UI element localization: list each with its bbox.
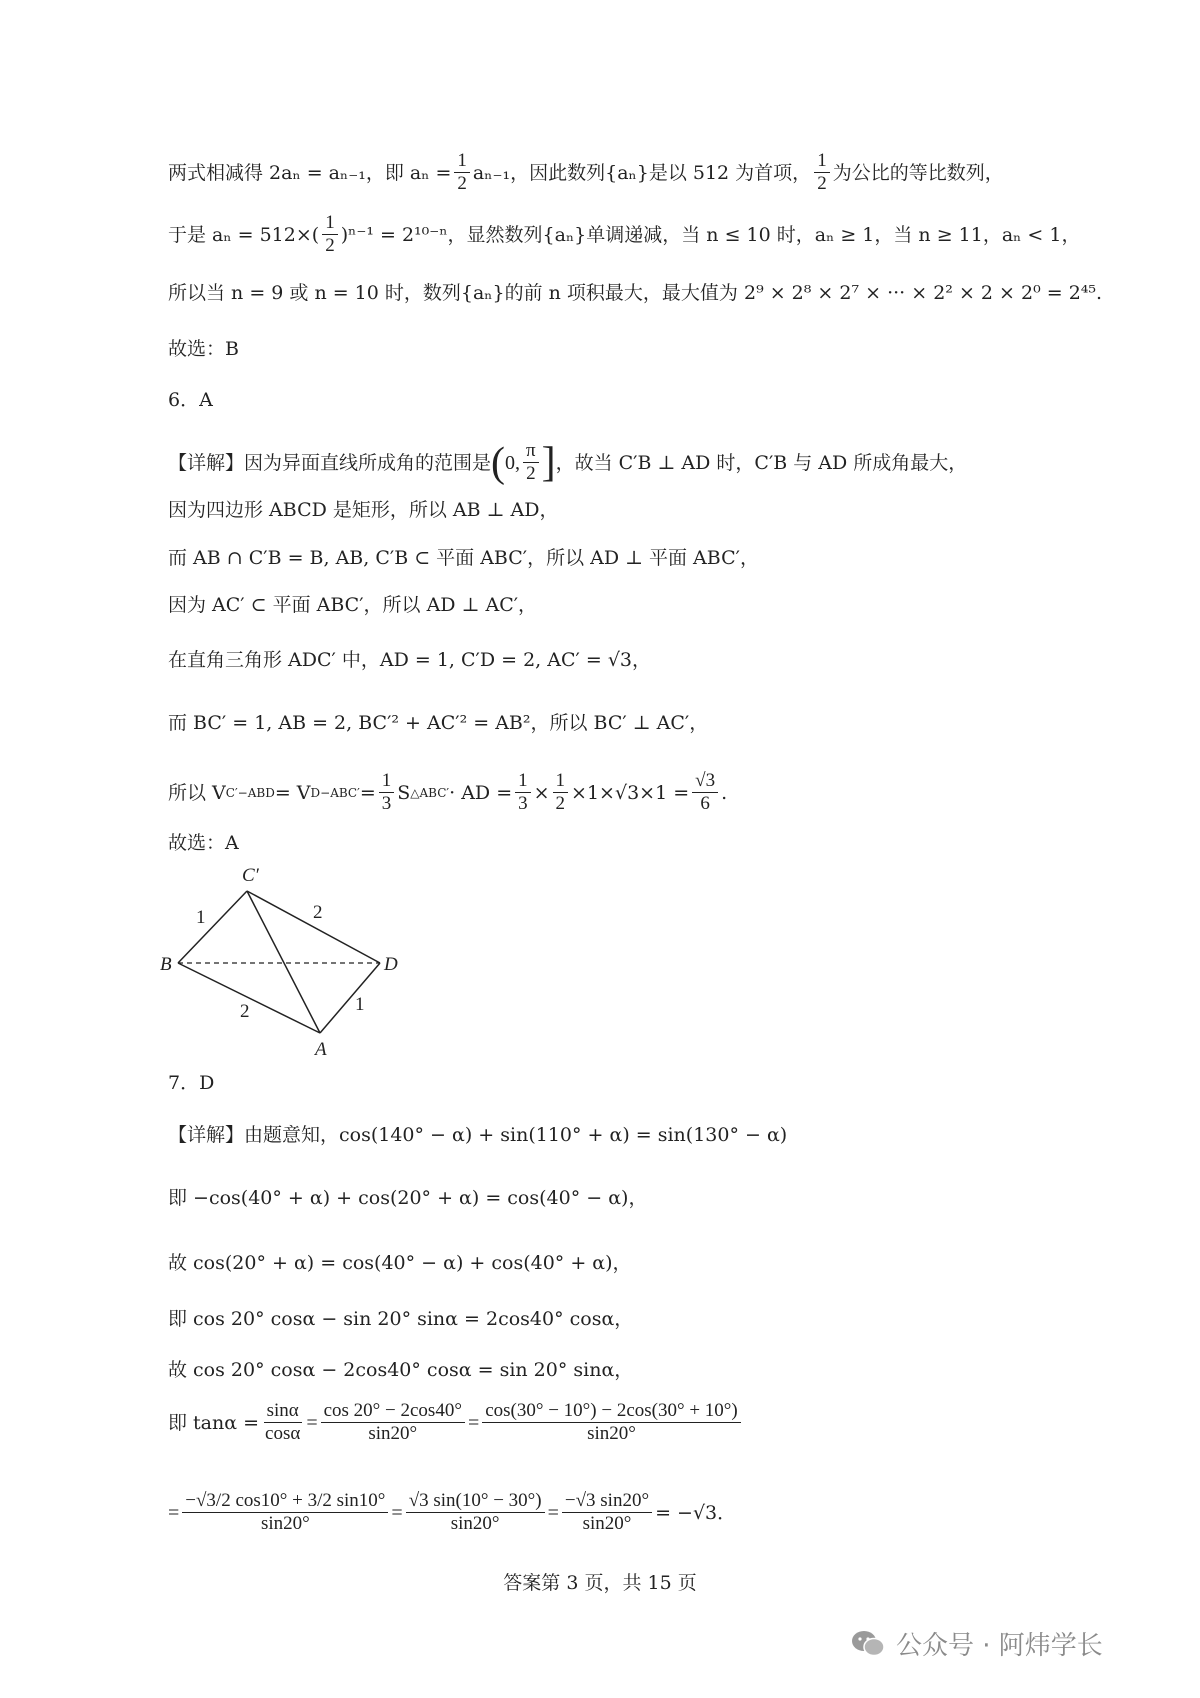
frac-num: √3 sin(10° − 30°) (406, 1490, 545, 1513)
edge-ca (247, 891, 320, 1033)
frac-den: 2 (325, 235, 335, 256)
frac-den: 3 (518, 793, 528, 814)
page-footer: 答案第 3 页，共 15 页 (503, 1572, 697, 1594)
final-result: = −√3． (655, 1501, 737, 1524)
volume-sub-1: C′−ABD (225, 785, 275, 800)
frac-num: 1 (322, 212, 338, 235)
frac-third (379, 770, 395, 815)
q7-heading: 7．D (168, 1072, 215, 1094)
q7-line-6 (168, 1400, 744, 1445)
p5-line-1 (168, 150, 1004, 195)
frac-cos30 (482, 1400, 741, 1445)
frac-root3-6 (692, 770, 718, 815)
frac-den: 2 (526, 463, 536, 484)
q6-line-7 (168, 770, 727, 815)
edge-label-ad: 1 (355, 994, 365, 1015)
frac-num: 1 (454, 150, 470, 173)
p5-line-2a: 于是 aₙ = 512×( (168, 223, 320, 246)
edge-label-cd: 2 (313, 902, 323, 923)
frac-pi-half (523, 440, 539, 485)
q6-line-6: 而 BC′ = 1, AB = 2, BC′² + AC′² = AB²，所以 BC′ ⊥ AC′， (168, 712, 709, 734)
frac-num: √3 (692, 770, 718, 793)
frac-den: sin20° (450, 1513, 500, 1534)
volume-eq: = V (274, 781, 311, 804)
edge-bc (178, 891, 247, 963)
right-bracket: ] (541, 439, 556, 486)
times-ad: · AD = (449, 781, 513, 804)
area-s: S (397, 781, 411, 804)
q7-line-7 (168, 1490, 736, 1535)
vertex-a: A (315, 1039, 327, 1060)
frac-third-2 (515, 770, 531, 815)
q6-line-1a: 【详解】因为异面直线所成角的范围是 (168, 451, 492, 474)
equals: = (467, 1411, 480, 1434)
p5-line-1b: aₙ₋₁，因此数列{aₙ}是以 512 为首项， (472, 161, 812, 184)
edge-ba (178, 963, 320, 1033)
p5-line-2 (168, 212, 1080, 257)
equals: = (391, 1501, 403, 1524)
edge-ad (320, 963, 380, 1033)
q6-line-1 (168, 440, 967, 485)
q6-heading: 6．A (168, 389, 213, 411)
vertex-c: C′ (242, 865, 259, 886)
frac-den: 2 (457, 173, 467, 194)
q7-line-5: 故 cos 20° cosα − 2cos40° cosα = sin 20° sinα， (168, 1359, 634, 1381)
edge-label-bc: 1 (196, 907, 206, 928)
equals: = (306, 1411, 318, 1434)
vertex-d: D (384, 954, 398, 975)
frac-den: sin20° (582, 1513, 632, 1534)
frac-den: sin20° (587, 1423, 636, 1444)
vertex-b: B (160, 954, 172, 975)
q6-line-5: 在直角三角形 ADC′ 中，AD = 1, C′D = 2, AC′ = √3， (168, 649, 652, 671)
times: × (533, 781, 550, 804)
period: . (721, 781, 728, 804)
frac-num: 1 (814, 150, 830, 173)
frac-den: 6 (700, 793, 710, 814)
q7-line-4: 即 cos 20° cosα − sin 20° sinα = 2cos40° cosα， (168, 1308, 634, 1330)
q6-line-3: 而 AB ∩ C′B = B, AB, C′B ⊂ 平面 ABC′，所以 AD ⊥ 平面 ABC′， (168, 547, 759, 569)
frac-num: 1 (379, 770, 395, 793)
frac-half-4 (553, 770, 569, 815)
frac-half-2 (814, 150, 830, 195)
volume-eq-2: = (359, 781, 376, 804)
frac-half (454, 150, 470, 195)
p5-choice: 故选：B (168, 338, 239, 360)
watermark-text: 公众号 · 阿炜学长 (896, 1631, 1103, 1661)
frac-den: cosα (265, 1423, 301, 1444)
edge-label-ba: 2 (240, 1001, 250, 1022)
q6-choice: 故选：A (168, 832, 239, 854)
frac-half-3 (322, 212, 338, 257)
frac-sin-diff (406, 1490, 545, 1535)
product: ×1×√3×1 = (571, 781, 690, 804)
q6-line-1b: ，故当 C′B ⊥ AD 时，C′B 与 AD 所成角最大， (555, 451, 968, 474)
volume-sub-2: D−ABC′ (310, 785, 360, 800)
equals: = (547, 1501, 559, 1524)
frac-den: sin20° (260, 1513, 310, 1534)
q6-line-2: 因为四边形 ABCD 是矩形，所以 AB ⊥ AD， (168, 499, 559, 521)
p5-line-1a: 两式相减得 2aₙ = aₙ₋₁，即 aₙ = (168, 161, 452, 184)
area-sub: △ABC′ (410, 785, 450, 800)
frac-den: 2 (555, 793, 566, 814)
frac-num: 1 (515, 770, 531, 793)
frac-den: sin20° (368, 1423, 418, 1444)
frac-den: 3 (381, 793, 392, 814)
frac-den: 2 (817, 173, 827, 194)
tan-alpha: 即 tanα = (168, 1411, 260, 1434)
q7-line-2: 即 −cos(40° + α) + cos(20° + α) = cos(40° − α)， (168, 1187, 648, 1209)
frac-num: −√3/2 cos10° + 3/2 sin10° (182, 1490, 388, 1513)
quadrilateral-figure (160, 865, 430, 1065)
frac-expand (182, 1490, 388, 1535)
wechat-icon (850, 1629, 886, 1659)
frac-num: π (523, 440, 539, 463)
frac-num: cos(30° − 10°) − 2cos(30° + 10°) (482, 1400, 741, 1423)
frac-cos20 (321, 1400, 465, 1445)
p5-line-2b: )ⁿ⁻¹ = 2¹⁰⁻ⁿ，显然数列{aₙ}单调递减，当 n ≤ 10 时，aₙ ≥ 1，当 n ≥ 11，aₙ < 1， (340, 223, 1081, 246)
q7-line-1: 【详解】由题意知，cos(140° − α) + sin(110° + α) = sin(130° − α) (168, 1124, 788, 1146)
frac-num: cos 20° − 2cos40° (321, 1400, 465, 1423)
watermark (850, 1625, 1103, 1662)
volume-v: 所以 V (168, 781, 226, 804)
q7-line-3: 故 cos(20° + α) = cos(40° − α) + cos(40° + α)， (168, 1252, 632, 1274)
frac-final (562, 1490, 652, 1535)
frac-sin-cos (262, 1400, 303, 1445)
q6-line-4: 因为 AC′ ⊂ 平面 ABC′，所以 AD ⊥ AC′， (168, 594, 538, 616)
p5-line-1c: 为公比的等比数列， (832, 161, 1004, 184)
p5-line-3: 所以当 n = 9 或 n = 10 时，数列{aₙ}的前 n 项积最大，最大值为 2⁹ × 2⁸ × 2⁷ × ··· × 2² × 2 × 2⁰ = 2⁴⁵. (168, 282, 1103, 304)
equals: = (168, 1501, 180, 1524)
interval-start: 0, (505, 451, 521, 474)
frac-num: −√3 sin20° (562, 1490, 652, 1513)
left-bracket: ( (491, 439, 506, 486)
frac-num: 1 (553, 770, 569, 793)
frac-num: sinα (264, 1400, 302, 1423)
